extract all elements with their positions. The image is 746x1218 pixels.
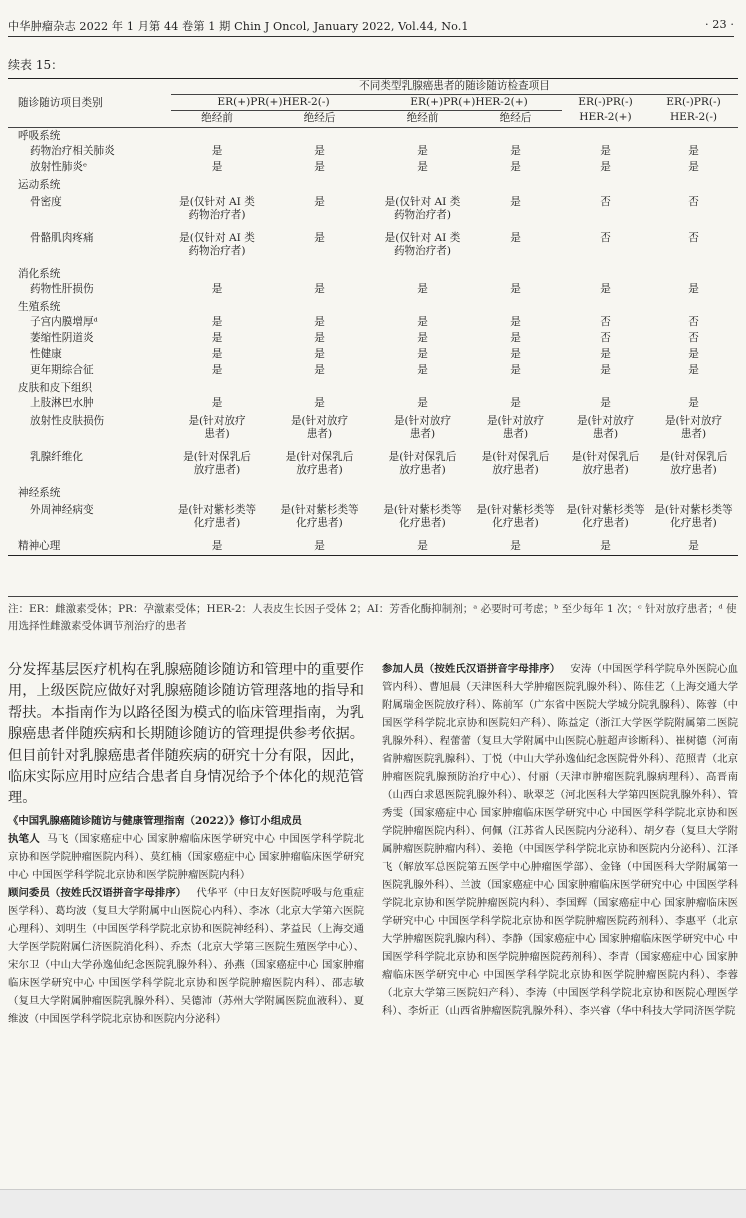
item-label: 药物治疗相关肺炎 xyxy=(30,145,115,157)
subgroup-header: ER(+)PR(+)HER-2(-) xyxy=(171,95,376,111)
notes-rule xyxy=(8,596,738,597)
table-cell: 是(仅针对 AI 类 药物治疗者) xyxy=(179,196,255,221)
table-cell: 是 xyxy=(688,161,699,173)
table-cell: 是 xyxy=(314,283,325,295)
left-column xyxy=(8,660,364,1028)
header-rule xyxy=(8,36,734,37)
section-label: 运动系统 xyxy=(18,179,61,191)
table-cell: 是(针对紫杉类等 化疗患者) xyxy=(280,504,359,529)
table-cell: 是 xyxy=(211,316,223,328)
table-cell: 是 xyxy=(510,316,521,328)
table-cell: 是(仅针对 AI 类 药物治疗者) xyxy=(384,232,461,257)
section-label: 皮肤和皮下组织 xyxy=(18,382,93,394)
table-row xyxy=(8,330,738,346)
section-row xyxy=(8,264,738,281)
table-cell: 是(针对保乳后 放疗患者) xyxy=(659,451,728,476)
table-cell: 否 xyxy=(600,196,611,208)
table-cell: 否 xyxy=(600,316,611,328)
table-cell: 是(针对紫杉类等 化疗患者) xyxy=(177,504,257,529)
table-cell: 是 xyxy=(417,348,428,360)
table-cell: 是 xyxy=(211,145,223,157)
table-row xyxy=(8,536,738,556)
table-row xyxy=(8,143,738,159)
section-row xyxy=(8,483,738,500)
table-cell: 是(针对保乳后 放疗患者) xyxy=(183,451,251,476)
table-cell: 是(针对放疗 患者) xyxy=(576,415,635,440)
table-cell: 是 xyxy=(417,316,428,328)
table-cell: 是 xyxy=(600,161,611,173)
writers-list: 马飞（国家癌症中心 国家肿瘤临床医学研究中心 中国医学科学院北京协和医学院肿瘤医院内科）、莫红楠（国家癌症中心 国家肿瘤临床医学研究中心 中国医学科学院北京协和医学院肿瘤医院内科） xyxy=(8,832,365,881)
table-row xyxy=(8,395,738,411)
col-label: 绝经后 xyxy=(469,111,562,128)
table-cell: 是 xyxy=(314,540,325,552)
row-header: 随诊随访项目类别 xyxy=(8,79,171,128)
table-row xyxy=(8,447,738,483)
table-cell: 否 xyxy=(600,232,611,244)
table-row xyxy=(8,159,738,175)
table-cell: 是(针对放疗 患者) xyxy=(188,415,246,440)
table-cell: 是 xyxy=(211,283,223,295)
table-cell: 是 xyxy=(510,161,521,173)
table-cell: 否 xyxy=(688,316,699,328)
table-cell: 是(针对紫杉类等 化疗患者) xyxy=(383,504,462,529)
table-cell: 是(针对放疗 患者) xyxy=(290,415,349,440)
table-cell: 是 xyxy=(600,397,611,409)
table-cell: 是 xyxy=(314,232,325,244)
table-row xyxy=(8,362,738,378)
table-row xyxy=(8,346,738,362)
table-cell: 是 xyxy=(314,332,325,344)
table-cell: 是(针对放疗 患者) xyxy=(664,415,723,440)
item-label: 放射性肺炎ᵉ xyxy=(30,161,88,173)
table-cell: 是(仅针对 AI 类 药物治疗者) xyxy=(384,196,461,221)
table-cell: 是 xyxy=(314,397,325,409)
table-cell: 否 xyxy=(600,332,611,344)
table-cell: 是 xyxy=(314,364,325,376)
follow-up-table xyxy=(8,78,738,556)
group-title: 《中国乳腺癌随诊随访与健康管理指南（2022）》修订小组成员 xyxy=(8,814,302,827)
section-row xyxy=(8,128,738,144)
table-row xyxy=(8,228,738,264)
table-cell: 是 xyxy=(211,161,223,173)
advisors-list: 代华平（中日友好医院呼吸与危重症医学科）、葛均波（复旦大学附属中山医院心内科）、李冰（北京大学第六医院心理科）、刘明生（中国医学科学院北京协和医院神经科）、茅益民（上海交通大学医学院附属仁济医院消化科）、乔杰（北京大学第三医院生殖医学中心）、宋尔卫（中山大学孙逸仙纪念医院乳腺外科）、孙燕（国家癌症中心 国家肿瘤临床医学研究中心 中国医学科学院北京协和医学院肿瘤医院内科）、邵志敏（复旦大学附属肿瘤医院乳腺外科）、吴德沛（苏州大学附属医院血液科）、夏维波（中国医学科学院北京协和医院内分泌科） xyxy=(8,886,364,1025)
table-cell: 否 xyxy=(688,332,699,344)
item-label: 精神心理 xyxy=(18,540,61,552)
table-cell: 否 xyxy=(688,196,699,208)
table-cell: 是 xyxy=(314,348,325,360)
table-cell: 是(仅针对 AI 类 药物治疗者) xyxy=(179,232,255,257)
table-cell: 是 xyxy=(600,145,611,157)
table-cell: 是 xyxy=(417,540,428,552)
table-cell: 是 xyxy=(688,364,699,376)
table-cell: 是 xyxy=(417,161,428,173)
writers-label: 执笔人 xyxy=(8,832,41,845)
table-cell: 是 xyxy=(510,397,521,409)
participants-paragraph xyxy=(382,660,738,1020)
item-label: 子宫内膜增厚ᵈ xyxy=(30,316,98,328)
table-cell: 是 xyxy=(688,540,699,552)
table-cell: 是(针对放疗 患者) xyxy=(393,415,452,440)
col-label: 绝经前 xyxy=(171,111,263,128)
table-cell: 是 xyxy=(417,397,428,409)
table-cell: 是 xyxy=(600,540,611,552)
writers-paragraph xyxy=(8,830,364,884)
table-cell: 是 xyxy=(510,540,521,552)
participants-label: 参加人员（按姓氏汉语拼音字母排序） xyxy=(382,663,561,675)
table-continued-title: 续表 15： xyxy=(8,58,64,72)
item-label: 上肢淋巴水肿 xyxy=(30,397,94,409)
table-cell: 是 xyxy=(417,145,428,157)
table-cell: 是 xyxy=(417,364,428,376)
section-label: 消化系统 xyxy=(18,268,61,280)
table-cell: 是 xyxy=(417,332,428,344)
table-cell: 是 xyxy=(510,232,521,244)
table-cell: 是 xyxy=(600,364,611,376)
subgroup-header: ER(-)PR(-) HER-2(-) xyxy=(649,95,738,128)
item-label: 放射性皮肤损伤 xyxy=(30,415,105,427)
col-label: 绝经后 xyxy=(263,111,376,128)
item-label: 骨骼肌肉疼痛 xyxy=(30,232,94,244)
table-cell: 是(针对紫杉类等 化疗患者) xyxy=(566,504,645,529)
table-row xyxy=(8,314,738,330)
table-cell: 是 xyxy=(417,283,428,295)
body-paragraph: 分发挥基层医疗机构在乳腺癌随诊随访和管理中的重要作用，上级医院应做好对乳腺癌随诊随访管理落地的指导和帮扶。本指南作为以路径图为模式的临床管理指南，为乳腺癌患者伴随疾病和长期随诊随访的管理提供参考依据。但目前针对乳腺癌患者伴随疾病的研究十分有限，因此，临床实际应用时应结合患者自身情况给予个体化的规范管理。 xyxy=(8,662,364,807)
table-cell: 是 xyxy=(688,348,699,360)
item-label: 更年期综合征 xyxy=(30,364,94,376)
table-cell: 是 xyxy=(314,145,325,157)
participants-list: 安涛（中国医学科学院阜外医院心血管内科）、曹旭晨（天津医科大学肿瘤医院乳腺外科）、陈佳艺（上海交通大学附属瑞金医院放疗科）、陈前军（广东省中医院大学城分院乳腺科）、陈蓉（中国医学科学院北京协和医院妇产科）、陈益定（浙江大学医学院附属第二医院乳腺外科）、程蕾蕾（复旦大学附属中山医院心脏超声诊断科）、崔树德（河南省肿瘤医院乳腺科）、丁悦（中山大学孙逸仙纪念医院骨外科）、范照青（北京肿瘤医院乳腺预防治疗中心）、付丽（天津市肿瘤医院乳腺病理科）、高晋南（山西白求恩医院乳腺外科）、耿翠芝（河北医科大学第四医院乳腺外科）、管秀雯（国家癌症中心 国家肿瘤临床医学研究中心 中国医学科学院北京协和医学院肿瘤医院内科）、何佩（江苏省人民医院内分泌科）、胡夕春（复旦大学附属肿瘤医院肿瘤内科）、姜艳（中国医学科学院北京协和医院内分泌科）、江泽飞（解放军总医院第五医学中心肿瘤医学部）、金锋（中国医科大学附属第一医院乳腺外科）、兰波（国家癌症中心 国家肿瘤临床医学研究中心 中国医学科学院北京协和医学院肿瘤医院内科）、李国辉（国家癌症中心 国家肿瘤临床医学研究中心 中国医学科学院北京协和医学院肿瘤医院药剂科）、李惠平（北京大学肿瘤医院乳腺内科）、李静（国家癌症中心 国家肿瘤临床医学研究中心 中国医学科学院北京协和医学院肿瘤医院药剂科）、李青（国家癌症中心 国家肿瘤临床医学研究中心 中国医学科学院北京协和医学院肿瘤医院内科）、李蓉（北京大学第三医院妇产科）、李涛（中国医学科学院北京协和医院心理医学科）、李炘正（山西省肿瘤医院乳腺外科）、李兴睿（华中科技大学同济医学院 xyxy=(382,663,738,1017)
running-header xyxy=(8,18,734,34)
table-cell: 是 xyxy=(211,397,223,409)
item-label: 骨密度 xyxy=(30,196,62,208)
scan-bottom-edge xyxy=(0,1189,746,1218)
table-cell: 是 xyxy=(211,364,223,376)
table-cell: 是 xyxy=(510,145,521,157)
item-label: 性健康 xyxy=(30,348,62,360)
journal-citation: 中华肿瘤杂志 2022 年 1 月第 44 卷第 1 期 Chin J Oncol, January 2022, Vol.44, No.1 xyxy=(8,20,469,33)
table-notes: 注：ER：雌激素受体；PR：孕激素受体；HER-2：人表皮生长因子受体 2；AI：芳香化酶抑制剂；ᵃ 必要时可考虑；ᵇ 至少每年 1 次；ᶜ 针对放疗患者；ᵈ 使用选择性雌激素受体调节剂治疗的患者 xyxy=(8,603,737,632)
col-label: 绝经前 xyxy=(376,111,469,128)
table-cell: 是(针对放疗 患者) xyxy=(486,415,545,440)
subgroup-header: ER(-)PR(-) HER-2(+) xyxy=(562,95,649,128)
group-header: 不同类型乳腺癌患者的随诊随访检查项目 xyxy=(171,79,738,95)
table-cell: 是(针对保乳后 放疗患者) xyxy=(571,451,640,476)
table-cell: 是 xyxy=(510,364,521,376)
table-cell: 是(针对紫杉类等 化疗患者) xyxy=(654,504,733,529)
section-label: 神经系统 xyxy=(18,487,61,499)
table-row xyxy=(8,500,738,536)
section-row xyxy=(8,297,738,314)
section-row xyxy=(8,378,738,395)
table-cell: 是 xyxy=(211,348,223,360)
item-label: 乳腺纤维化 xyxy=(30,451,83,463)
item-label: 萎缩性阴道炎 xyxy=(30,332,94,344)
table-cell: 是(针对保乳后 放疗患者) xyxy=(481,451,550,476)
right-column xyxy=(382,660,738,1020)
table-cell: 是 xyxy=(600,283,611,295)
table-cell: 是 xyxy=(688,145,699,157)
page-number: · 23 · xyxy=(704,18,734,31)
advisors-label: 顾问委员（按姓氏汉语拼音字母排序） xyxy=(8,886,187,899)
table-row xyxy=(8,281,738,297)
table-row xyxy=(8,192,738,228)
table-cell: 否 xyxy=(688,232,699,244)
section-row xyxy=(8,175,738,192)
item-label: 药物性肝损伤 xyxy=(30,283,94,295)
table-cell: 是 xyxy=(211,332,223,344)
section-label: 生殖系统 xyxy=(18,301,61,313)
advisors-paragraph xyxy=(8,884,364,1028)
table-cell: 是 xyxy=(510,196,521,208)
item-label: 外周神经病变 xyxy=(30,504,94,516)
table-cell: 是 xyxy=(688,283,699,295)
table-cell: 是(针对紫杉类等 化疗患者) xyxy=(476,504,555,529)
table-cell: 是 xyxy=(510,332,521,344)
table-cell: 是 xyxy=(314,316,325,328)
table-cell: 是 xyxy=(510,348,521,360)
table-row xyxy=(8,411,738,447)
table-cell: 是 xyxy=(510,283,521,295)
table-body xyxy=(8,128,738,556)
table-cell: 是 xyxy=(314,161,325,173)
table-cell: 是 xyxy=(211,540,223,552)
subgroup-header: ER(+)PR(+)HER-2(+) xyxy=(376,95,562,111)
table-cell: 是 xyxy=(688,397,699,409)
table-cell: 是(针对保乳后 放疗患者) xyxy=(388,451,457,476)
table-cell: 是 xyxy=(600,348,611,360)
section-label: 呼吸系统 xyxy=(18,130,61,142)
table-cell: 是 xyxy=(314,196,325,208)
table-cell: 是(针对保乳后 放疗患者) xyxy=(285,451,354,476)
